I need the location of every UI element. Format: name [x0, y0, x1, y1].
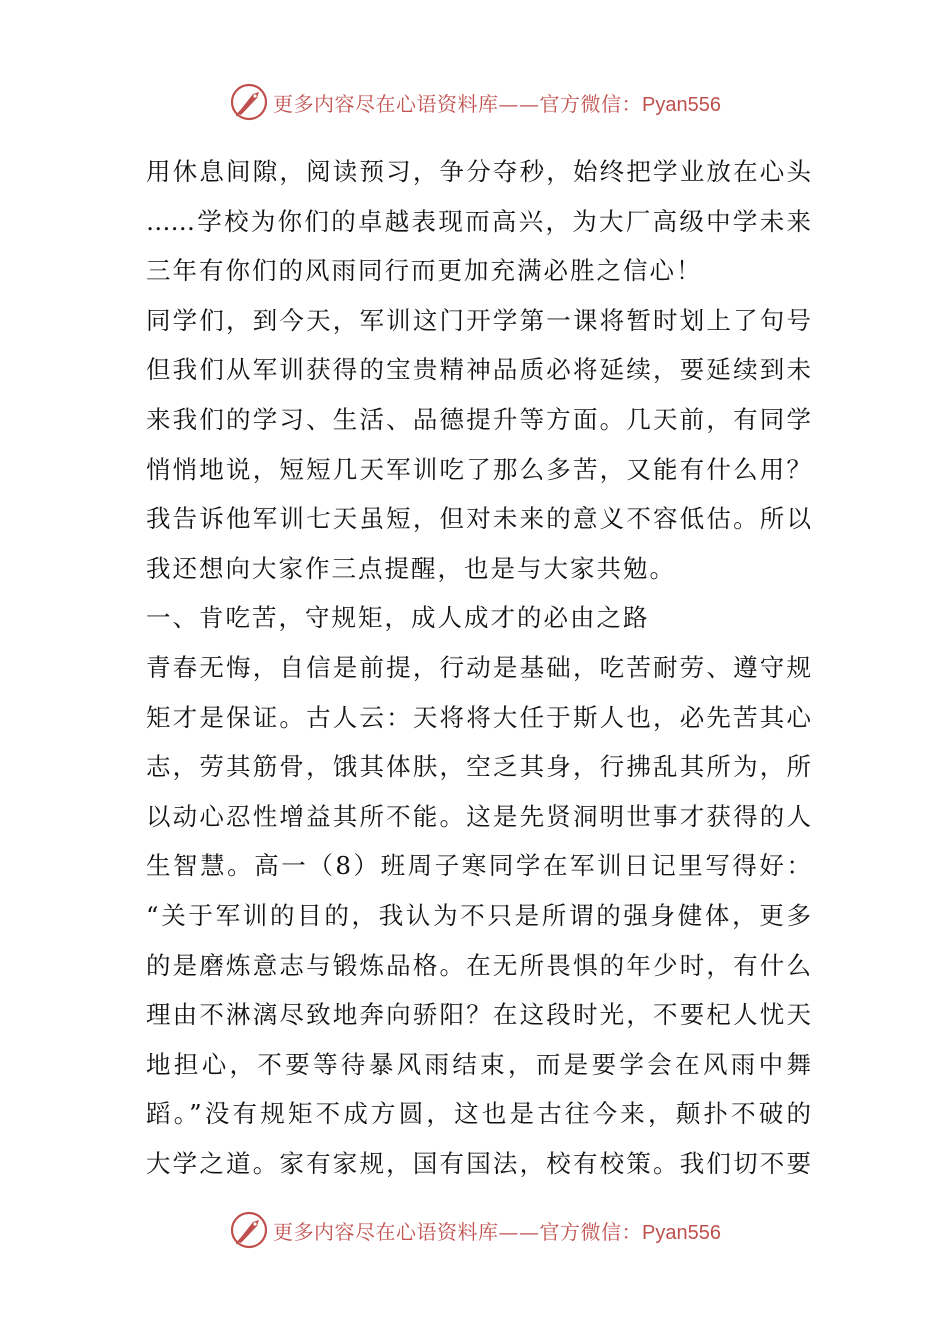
pen-nib-logo-icon [229, 82, 269, 122]
body-line: 理由不淋漓尽致地奔向骄阳？在这段时光，不要杞人忧天 [146, 1000, 811, 1030]
banner-site-text: 更多内容尽在心语资料库 [273, 91, 499, 116]
section-heading: 一、肯吃苦，守规矩，成人成才的必由之路 [146, 603, 650, 633]
header-banner [0, 80, 950, 124]
body-line: 来我们的学习、生活、品德提升等方面。几天前，有同学 [146, 404, 811, 434]
body-line: 三年有你们的风雨同行而更加充满必胜之信心！ [146, 256, 703, 286]
body-line: 我告诉他军训七天虽短，但对未来的意义不容低估。所以 [146, 504, 811, 534]
body-line: 志，劳其筋骨，饿其体肤，空乏其身，行拂乱其所为，所 [146, 752, 811, 782]
banner-separator: —— [498, 1219, 540, 1244]
body-line: 以动心忍性增益其所不能。这是先贤洞明世事才获得的人 [146, 801, 811, 831]
body-line: 但我们从军训获得的宝贵精神品质必将延续，要延续到未 [146, 355, 811, 385]
body-line: 青春无悔，自信是前提，行动是基础，吃苦耐劳、遵守规 [146, 652, 811, 682]
banner-text [273, 1216, 721, 1245]
footer-banner [0, 1208, 950, 1252]
banner-separator: —— [498, 91, 540, 116]
body-line: ……学校为你们的卓越表现而高兴，为大厂高级中学未来 [146, 206, 811, 236]
banner-contact-label: 官方微信： [539, 91, 643, 116]
document-body [146, 147, 811, 1188]
banner-contact-label: 官方微信： [539, 1219, 643, 1244]
body-line: 地担心，不要等待暴风雨结束，而是要学会在风雨中舞 [146, 1049, 811, 1079]
body-line: 我还想向大家作三点提醒，也是与大家共勉。 [146, 553, 676, 583]
pen-nib-logo-icon [229, 1210, 269, 1250]
body-line: 用休息间隙，阅读预习，争分夺秒，始终把学业放在心头 [146, 157, 811, 186]
body-line: “关于军训的目的，我认为不只是所谓的强身健体，更多 [146, 900, 811, 930]
body-line: 生智慧。高一（8）班周子寒同学在军训日记里写得好： [146, 851, 811, 881]
body-line: 的是磨炼意志与锻炼品格。在无所畏惧的年少时，有什么 [146, 950, 811, 980]
banner-site-text: 更多内容尽在心语资料库 [273, 1219, 499, 1244]
body-line: 矩才是保证。古人云：天将将大任于斯人也，必先苦其心 [146, 702, 811, 732]
banner-contact-id: Pyan556 [642, 93, 721, 116]
body-line: 蹈。”没有规矩不成方圆，这也是古往今来，颠扑不破的 [146, 1099, 811, 1129]
body-line: 悄悄地说，短短几天军训吃了那么多苦，又能有什么用？ [146, 454, 811, 484]
body-line: 同学们，到今天，军训这门开学第一课将暂时划上了句号 [146, 305, 811, 335]
body-line: 大学之道。家有家规，国有国法，校有校策。我们切不要 [146, 1148, 811, 1178]
banner-contact-id: Pyan556 [642, 1221, 721, 1244]
banner-text [273, 88, 721, 117]
